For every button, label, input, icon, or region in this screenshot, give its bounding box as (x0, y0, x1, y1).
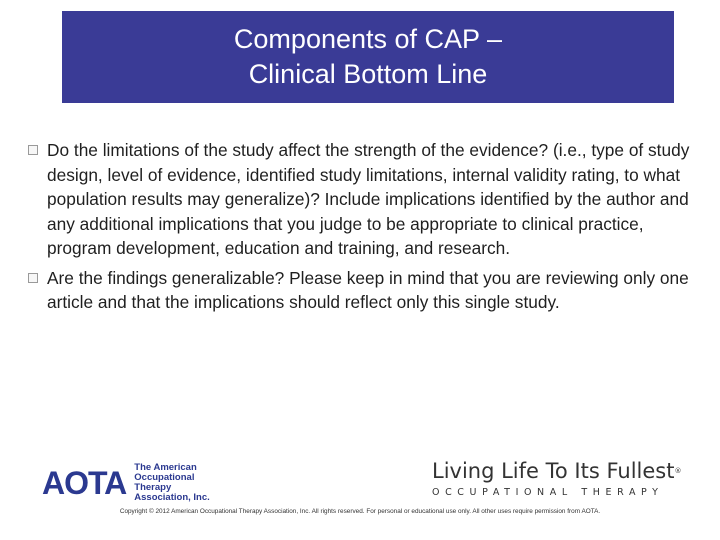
slide-title-banner (62, 11, 674, 103)
square-bullet-icon (28, 273, 38, 283)
tagline-subtext: OCCUPATIONAL THERAPY (432, 487, 664, 498)
copyright-notice: Copyright © 2012 American Occupational Therapy Association, Inc. All rights reserved. For personal or educational use only. All other uses require permission from AOTA. (119, 508, 601, 515)
tagline-text: Living Life To Its Fullest® (432, 459, 682, 483)
bullet-item (28, 266, 708, 315)
square-bullet-icon (28, 145, 38, 155)
bullet-item (28, 138, 708, 261)
bullet-text: Do the limitations of the study affect the strength of the evidence? (i.e., type of study design, level of evidence, identified study limitations, internal validity rating, to what population results may generalize)? Include implications identified by the author and any additional implications that you judge to be appropriate to clinical practice, program development, education and training, and research. (47, 140, 690, 258)
bullet-text: Are the findings generalizable? Please keep in mind that you are reviewing only one article and that the implications should reflect only this single study. (47, 267, 689, 312)
slide-title-line-2: Clinical Bottom Line (248, 59, 488, 89)
aota-organization-name: The American Occupational Therapy Association, Inc. (134, 462, 210, 503)
tagline-logo (432, 458, 692, 500)
aota-logo (42, 462, 229, 503)
slide-title-line-1: Components of CAP – (233, 24, 503, 54)
registered-mark: ® (674, 467, 682, 475)
bullet-list (28, 138, 708, 320)
aota-logo-wordmark: AOTA (42, 465, 127, 501)
